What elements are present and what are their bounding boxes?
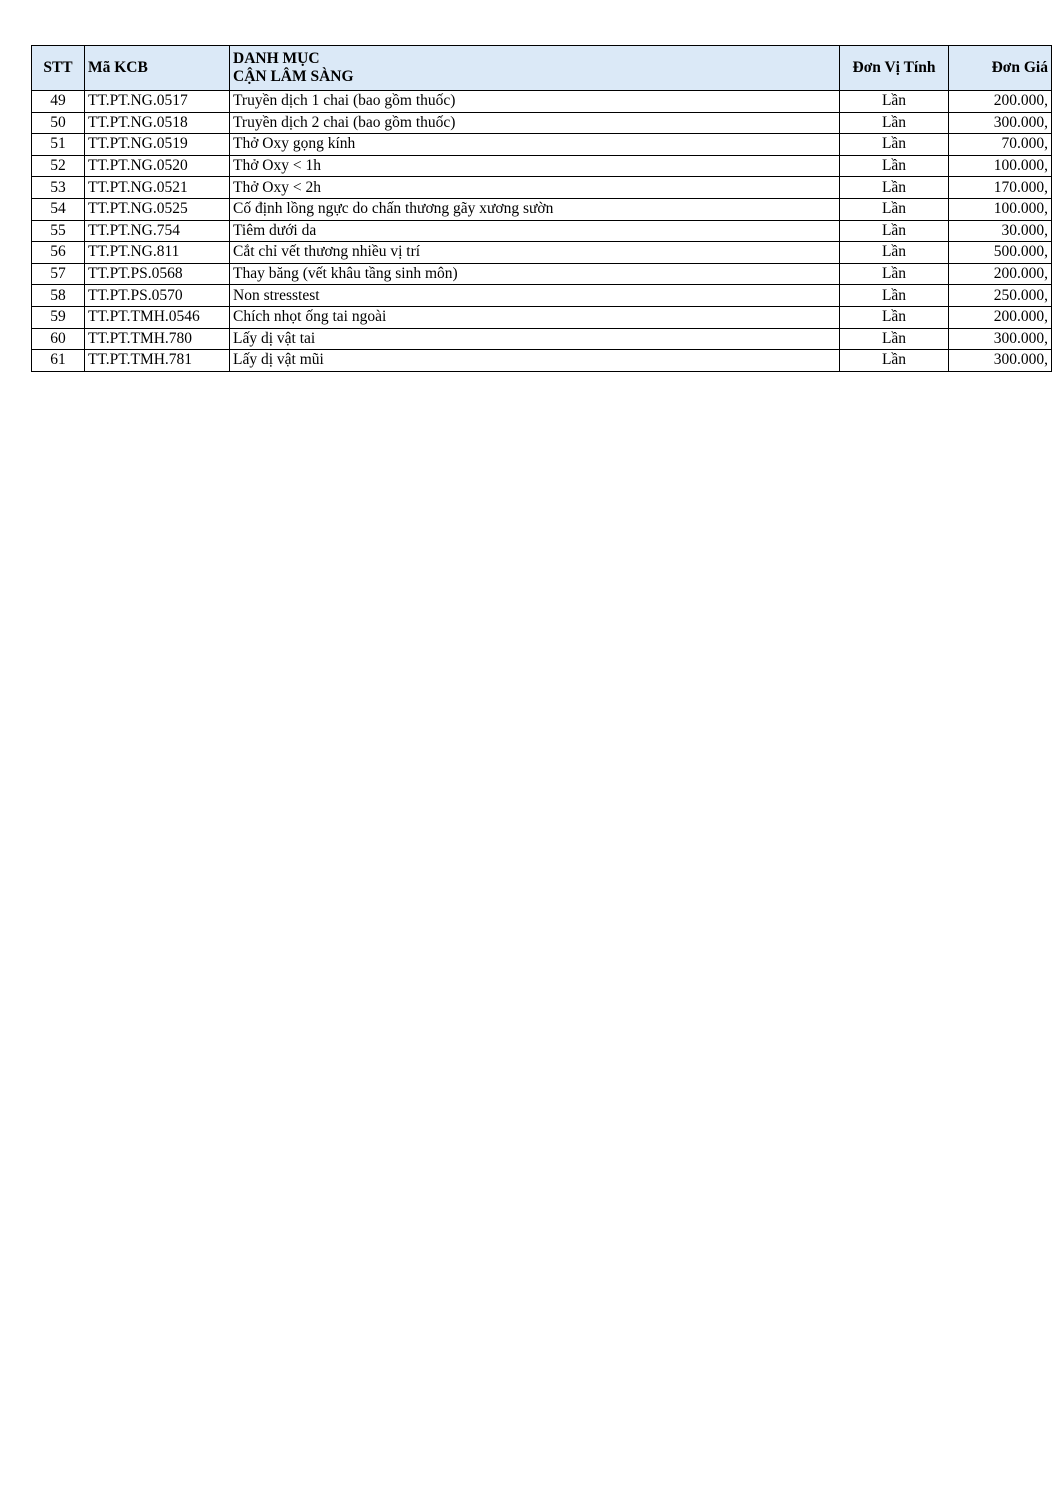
cell-price: 200.000, — [949, 306, 1052, 328]
cell-unit: Lần — [840, 242, 949, 264]
cell-price: 70.000, — [949, 134, 1052, 156]
cell-code: TT.PT.NG.0520 — [85, 155, 230, 177]
cell-unit: Lần — [840, 263, 949, 285]
cell-stt: 60 — [32, 328, 85, 350]
cell-stt: 50 — [32, 112, 85, 134]
cell-stt: 51 — [32, 134, 85, 156]
cell-code: TT.PT.NG.0519 — [85, 134, 230, 156]
cell-stt: 52 — [32, 155, 85, 177]
table-row — [32, 91, 1052, 113]
header-category — [230, 46, 840, 91]
cell-stt: 56 — [32, 242, 85, 264]
cell-unit: Lần — [840, 198, 949, 220]
cell-service-name: Truyền dịch 1 chai (bao gồm thuốc) — [230, 91, 840, 113]
cell-price: 100.000, — [949, 155, 1052, 177]
cell-service-name: Cố định lồng ngực do chấn thương gãy xương sườn — [230, 198, 840, 220]
price-list-sheet — [31, 45, 1048, 372]
cell-unit: Lần — [840, 285, 949, 307]
cell-unit: Lần — [840, 177, 949, 199]
header-category-line1: DANH MỤC — [233, 50, 320, 67]
table-row — [32, 350, 1052, 372]
cell-unit: Lần — [840, 112, 949, 134]
cell-service-name: Thay băng (vết khâu tầng sinh môn) — [230, 263, 840, 285]
cell-unit: Lần — [840, 134, 949, 156]
cell-price: 170.000, — [949, 177, 1052, 199]
cell-code: TT.PT.NG.811 — [85, 242, 230, 264]
cell-unit: Lần — [840, 350, 949, 372]
cell-service-name: Thở Oxy < 2h — [230, 177, 840, 199]
cell-stt: 61 — [32, 350, 85, 372]
cell-stt: 54 — [32, 198, 85, 220]
cell-service-name: Truyền dịch 2 chai (bao gồm thuốc) — [230, 112, 840, 134]
cell-code: TT.PT.NG.0518 — [85, 112, 230, 134]
cell-stt: 53 — [32, 177, 85, 199]
header-code: Mã KCB — [85, 46, 230, 91]
table-row — [32, 242, 1052, 264]
cell-price: 100.000, — [949, 198, 1052, 220]
cell-unit: Lần — [840, 91, 949, 113]
header-stt: STT — [32, 46, 85, 91]
table-row — [32, 220, 1052, 242]
cell-price: 300.000, — [949, 112, 1052, 134]
table-row — [32, 112, 1052, 134]
cell-stt: 58 — [32, 285, 85, 307]
table-body — [32, 91, 1052, 372]
cell-code: TT.PT.NG.0525 — [85, 198, 230, 220]
cell-price: 300.000, — [949, 350, 1052, 372]
cell-code: TT.PT.TMH.0546 — [85, 306, 230, 328]
table-row — [32, 177, 1052, 199]
table-row — [32, 285, 1052, 307]
table-row — [32, 263, 1052, 285]
cell-service-name: Lấy dị vật mũi — [230, 350, 840, 372]
table-row — [32, 198, 1052, 220]
cell-stt: 49 — [32, 91, 85, 113]
cell-code: TT.PT.NG.0517 — [85, 91, 230, 113]
service-price-table — [31, 45, 1052, 372]
cell-code: TT.PT.NG.0521 — [85, 177, 230, 199]
cell-price: 250.000, — [949, 285, 1052, 307]
cell-service-name: Lấy dị vật tai — [230, 328, 840, 350]
cell-stt: 57 — [32, 263, 85, 285]
cell-price: 500.000, — [949, 242, 1052, 264]
cell-service-name: Cắt chỉ vết thương nhiều vị trí — [230, 242, 840, 264]
header-row — [32, 46, 1052, 91]
table-row — [32, 306, 1052, 328]
cell-service-name: Tiêm dưới da — [230, 220, 840, 242]
header-category-line2: CẬN LÂM SÀNG — [233, 68, 354, 85]
cell-service-name: Thở Oxy < 1h — [230, 155, 840, 177]
cell-unit: Lần — [840, 155, 949, 177]
cell-service-name: Non stresstest — [230, 285, 840, 307]
table-header — [32, 46, 1052, 91]
cell-service-name: Thở Oxy gọng kính — [230, 134, 840, 156]
cell-price: 200.000, — [949, 91, 1052, 113]
cell-price: 30.000, — [949, 220, 1052, 242]
cell-code: TT.PT.NG.754 — [85, 220, 230, 242]
header-unit: Đơn Vị Tính — [840, 46, 949, 91]
cell-price: 300.000, — [949, 328, 1052, 350]
cell-stt: 55 — [32, 220, 85, 242]
cell-code: TT.PT.PS.0568 — [85, 263, 230, 285]
cell-unit: Lần — [840, 306, 949, 328]
cell-unit: Lần — [840, 220, 949, 242]
cell-code: TT.PT.PS.0570 — [85, 285, 230, 307]
cell-code: TT.PT.TMH.780 — [85, 328, 230, 350]
cell-price: 200.000, — [949, 263, 1052, 285]
cell-code: TT.PT.TMH.781 — [85, 350, 230, 372]
table-row — [32, 134, 1052, 156]
cell-unit: Lần — [840, 328, 949, 350]
header-price: Đơn Giá — [949, 46, 1052, 91]
table-row — [32, 155, 1052, 177]
cell-stt: 59 — [32, 306, 85, 328]
table-row — [32, 328, 1052, 350]
cell-service-name: Chích nhọt ống tai ngoài — [230, 306, 840, 328]
